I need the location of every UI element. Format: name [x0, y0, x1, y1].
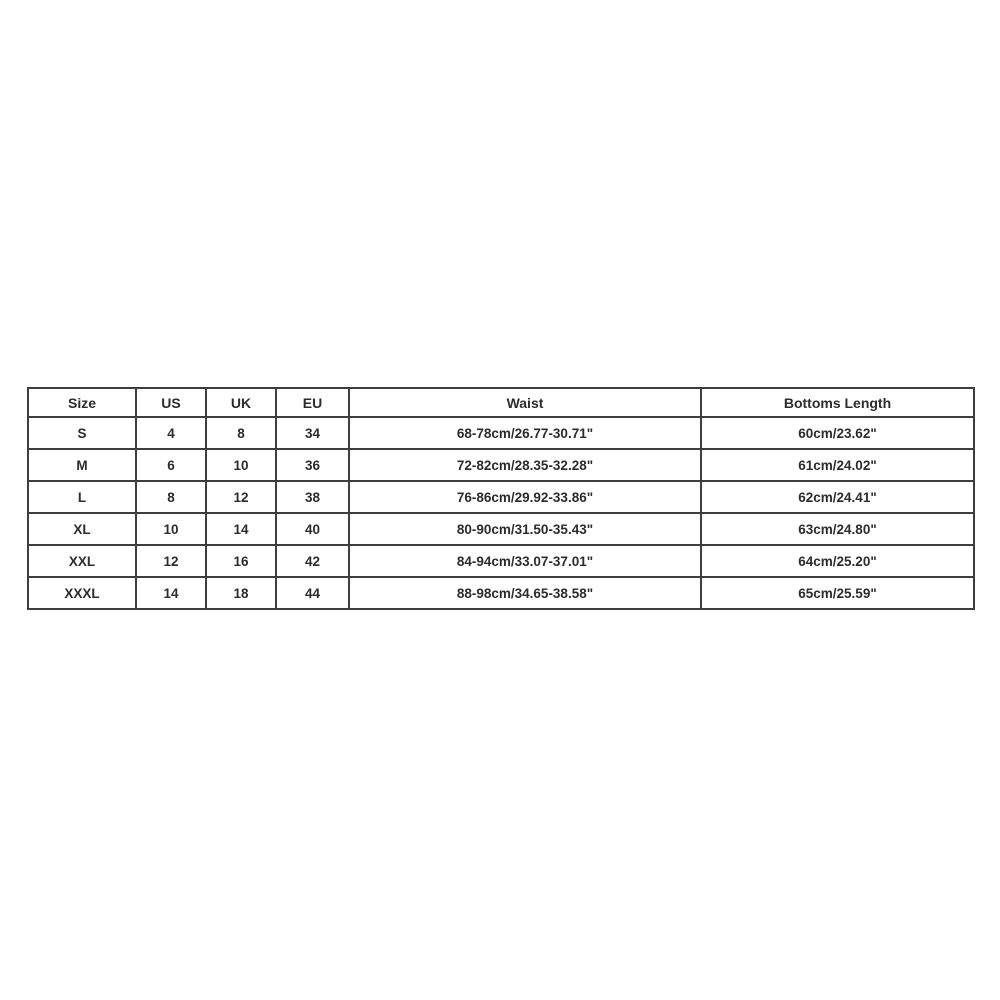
eu-cell: 44	[276, 577, 349, 609]
us-cell: 14	[136, 577, 206, 609]
waist-cell: 84-94cm/33.07-37.01"	[349, 545, 701, 577]
waist-cell: 68-78cm/26.77-30.71"	[349, 417, 701, 449]
waist-cell: 80-90cm/31.50-35.43"	[349, 513, 701, 545]
waist-cell: 76-86cm/29.92-33.86"	[349, 481, 701, 513]
uk-cell: 16	[206, 545, 276, 577]
eu-cell: 34	[276, 417, 349, 449]
bottoms-length-cell: 63cm/24.80"	[701, 513, 974, 545]
uk-cell: 10	[206, 449, 276, 481]
table-row-m	[28, 449, 974, 481]
size-cell: XL	[28, 513, 136, 545]
bottoms-length-cell: 60cm/23.62"	[701, 417, 974, 449]
us-cell: 10	[136, 513, 206, 545]
waist-cell: 88-98cm/34.65-38.58"	[349, 577, 701, 609]
uk-cell: 18	[206, 577, 276, 609]
column-header-waist: Waist	[349, 388, 701, 417]
eu-cell: 38	[276, 481, 349, 513]
us-cell: 8	[136, 481, 206, 513]
size-cell: S	[28, 417, 136, 449]
eu-cell: 42	[276, 545, 349, 577]
size-cell: L	[28, 481, 136, 513]
eu-cell: 36	[276, 449, 349, 481]
table-row-s	[28, 417, 974, 449]
size-cell: XXL	[28, 545, 136, 577]
table-row-l	[28, 481, 974, 513]
table-body	[28, 417, 974, 609]
column-header-eu: EU	[276, 388, 349, 417]
table-row-xxxl	[28, 577, 974, 609]
eu-cell: 40	[276, 513, 349, 545]
waist-cell: 72-82cm/28.35-32.28"	[349, 449, 701, 481]
us-cell: 4	[136, 417, 206, 449]
bottoms-length-cell: 64cm/25.20"	[701, 545, 974, 577]
us-cell: 12	[136, 545, 206, 577]
uk-cell: 8	[206, 417, 276, 449]
column-header-uk: UK	[206, 388, 276, 417]
bottoms-length-cell: 62cm/24.41"	[701, 481, 974, 513]
table-header-row	[28, 388, 974, 417]
table-row-xl	[28, 513, 974, 545]
table-row-xxl	[28, 545, 974, 577]
size-cell: XXXL	[28, 577, 136, 609]
uk-cell: 14	[206, 513, 276, 545]
size-cell: M	[28, 449, 136, 481]
us-cell: 6	[136, 449, 206, 481]
column-header-us: US	[136, 388, 206, 417]
uk-cell: 12	[206, 481, 276, 513]
bottoms-length-cell: 61cm/24.02"	[701, 449, 974, 481]
bottoms-length-cell: 65cm/25.59"	[701, 577, 974, 609]
size-chart-table	[27, 387, 975, 610]
column-header-size: Size	[28, 388, 136, 417]
column-header-bottoms-length: Bottoms Length	[701, 388, 974, 417]
